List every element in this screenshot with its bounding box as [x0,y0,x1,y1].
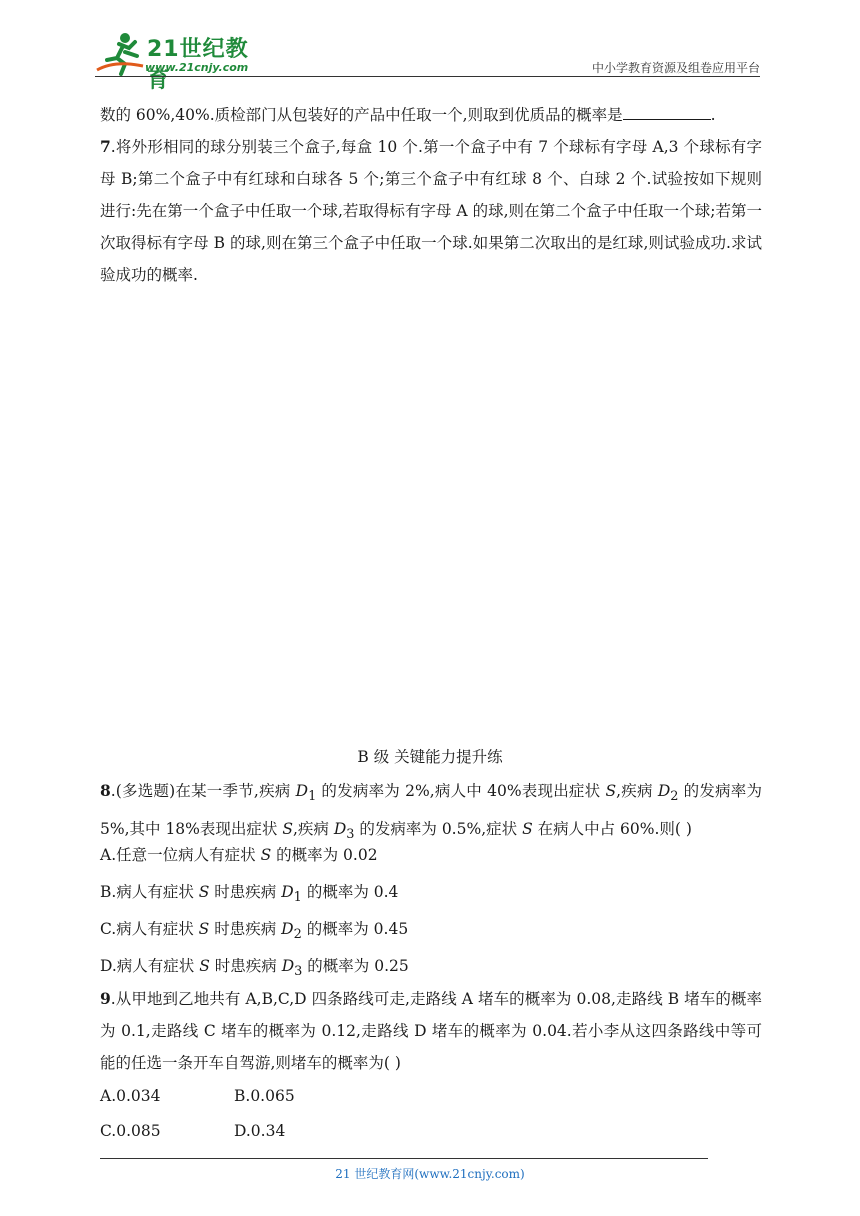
question-8: 8.(多选题)在某一季节,疾病 $D_1$ 的发病率为 2%,病人中 40%表现出症状 S,疾病 $D_2$ 的发病率为 5%,其中 18%表现出症状 S,疾病 $D_3$ 的发病率为 0.5%,症状 S 在病人中占 60%.则( ) [100,781,762,843]
footer-link[interactable]: 21 世纪教育网(www.21cnjy.com) [335,1167,525,1181]
q9-option-c: C.0.085 [100,1122,161,1140]
answer-blank [623,105,711,120]
q9-option-b: B.0.065 [234,1087,295,1105]
logo-title: 21世纪教育 [147,37,249,93]
platform-name: 中小学教育资源及组卷应用平台 [591,61,760,75]
q8-option-a: A.任意一位病人有症状 S 的概率为 0.02 [100,846,378,864]
logo [95,30,265,93]
logo-url: www.21cnjy.com [145,61,249,74]
q9-option-a: A.0.034 [100,1087,161,1105]
q9-option-d: D.0.34 [234,1122,286,1140]
footer-divider [100,1158,708,1159]
q8-option-c: C.病人有症状 S 时患疾病 $D_2$ 的概率为 0.45 [100,920,409,943]
runner-logo-icon [95,30,147,78]
q8-option-d: D.病人有症状 S 时患疾病 $D_3$ 的概率为 0.25 [100,957,409,980]
question-9: 9.从甲地到乙地共有 A,B,C,D 四条路线可走,走路线 A 堵车的概率为 0.08,走路线 B 堵车的概率为 0.1,走路线 C 堵车的概率为 0.12,走路线 D 堵车的概率为 0.04.若小李从这四条路线中等可能的任选一条开车自驾游,则堵车的概率为( ) [100,989,762,1072]
section-title: B 级 关键能力提升练 [357,748,503,766]
question-number: 9 [100,989,111,1008]
question-number: 7 [100,137,111,156]
question-6-tail: 数的 60%,40%.质检部门从包装好的产品中任取一个,则取到优质品的概率是 . [100,106,716,124]
page-header [95,30,760,93]
question-7: 7.将外形相同的球分别装三个盒子,每盒 10 个.第一个盒子中有 7 个球标有字母 A,3 个球标有字母 B;第二个盒子中有红球和白球各 5 个;第三个盒子中有红球 8 个、白球 2 个.试验按如下规则进行:先在第一个盒子中任取一个球,若取得标有字母 A 的球,则在第二个盒子中任取一个球;若第一次取得标有字母 B 的球,则在第三个盒子中任取一个球.如果第二次取出的是红球,则试验成功.求试验成功的概率. [100,137,762,284]
question-number: 8 [100,781,111,800]
q8-option-b: B.病人有症状 S 时患疾病 $D_1$ 的概率为 0.4 [100,883,399,906]
header-divider [95,76,760,77]
